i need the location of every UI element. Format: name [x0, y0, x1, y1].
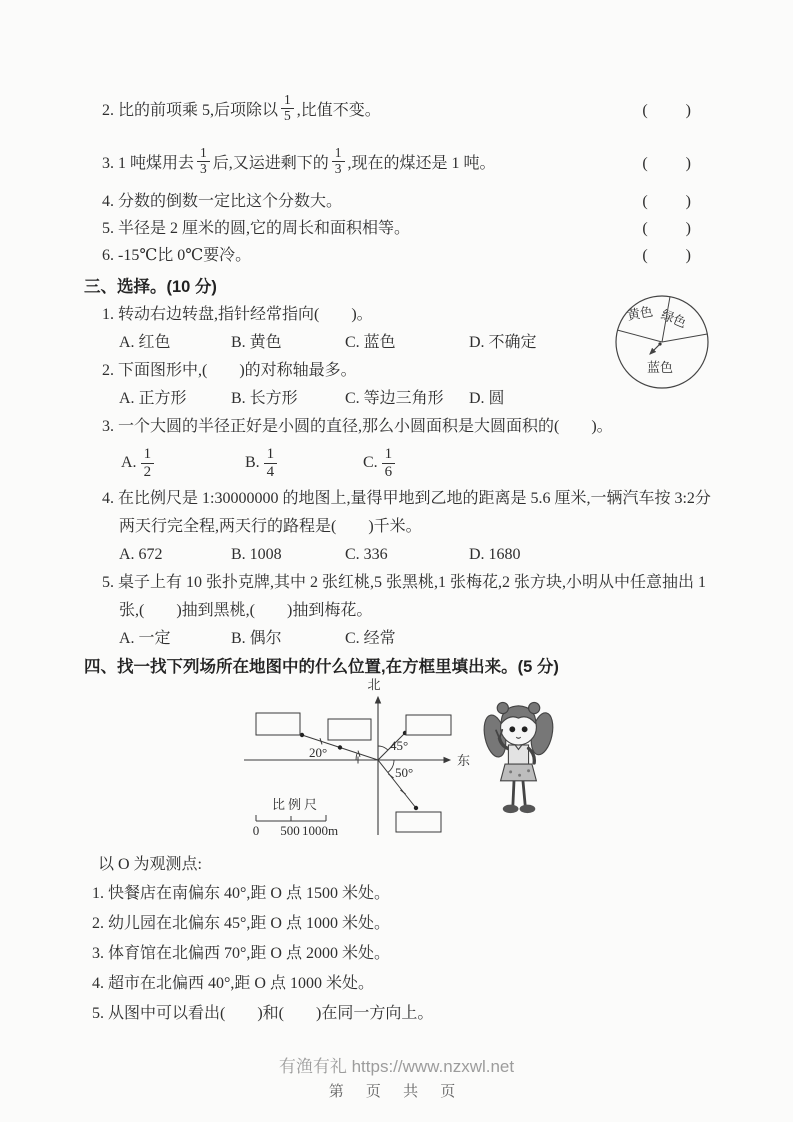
true-false-item	[102, 86, 693, 130]
answer-blank: ( )	[642, 154, 693, 172]
option-b: B. 长方形	[231, 390, 298, 407]
section-title-choice: 三、选择。(10 分)	[84, 278, 217, 296]
option-d: D. 不确定	[469, 334, 537, 351]
angle-label-se: 50°	[395, 765, 414, 780]
location-dot	[338, 745, 342, 749]
spinner-label-yellow: 黄色	[625, 303, 655, 323]
map-item: 4. 超市在北偏西 40°,距 O 点 1000 米处。	[92, 975, 374, 992]
option-c: C. 经常	[345, 630, 396, 647]
option-b: B. 偶尔	[231, 630, 282, 647]
question-3-options	[121, 441, 793, 485]
map-item: 1. 快餐店在南偏东 40°,距 O 点 1500 米处。	[92, 885, 390, 902]
question-4-line2: 两天行完全程,两天行的路程是( )千米。	[119, 518, 422, 535]
spinner-label-green: 绿色	[658, 306, 689, 331]
true-false-item	[102, 213, 693, 240]
question-2-text: 2. 下面图形中,( )的对称轴最多。	[102, 362, 357, 379]
option-c: C. 1 6	[363, 446, 398, 480]
footer-site-link: 有渔有礼 https://www.nzxwl.net	[278, 1057, 515, 1076]
north-label: 北	[367, 677, 381, 692]
direction-map-figure	[228, 675, 568, 847]
option-a: A. 1 2	[121, 446, 245, 480]
question-5-options	[119, 625, 793, 653]
distance-tick	[388, 774, 393, 778]
map-item: 2. 幼儿园在北偏东 45°,距 O 点 1000 米处。	[92, 915, 390, 932]
page-footer	[0, 1052, 793, 1101]
option-a: A. 正方形	[119, 390, 187, 407]
option-b: B. 黄色	[231, 334, 282, 351]
question-3-text: 3. 一个大圆的半径正好是小圆的直径,那么小圆面积是大圆面积的( )。	[102, 418, 613, 435]
option-a: A. 672	[119, 546, 163, 563]
option-b: B. 1 4	[245, 446, 363, 480]
scale-tick-0: 0	[252, 823, 260, 838]
location-box-supermarket	[328, 719, 371, 740]
option-c: C. 等边三角形	[345, 390, 444, 407]
map-intro: 以 O 为观测点:	[98, 856, 203, 873]
item-text: 5. 半径是 2 厘米的圆,它的周长和面积相等。	[102, 220, 411, 237]
item-text: 3. 1 吨煤用去	[102, 154, 195, 172]
map-item: 3. 体育馆在北偏西 70°,距 O 点 2000 米处。	[92, 945, 390, 962]
east-label: 东	[457, 753, 471, 768]
true-false-section	[0, 86, 793, 267]
item-text: ,现在的煤还是 1 吨。	[347, 154, 496, 172]
map-section	[0, 655, 793, 1029]
angle-arc-45	[378, 746, 388, 750]
answer-blank: ( )	[642, 101, 693, 119]
true-false-item	[102, 240, 693, 267]
option-a: A. 一定	[119, 630, 171, 647]
question-1-text: 1. 转动右边转盘,指针经常指向( )。	[102, 306, 373, 323]
distance-tick	[400, 790, 405, 794]
fraction: 1 3	[197, 146, 210, 177]
fraction: 1 3	[332, 146, 345, 177]
true-false-item	[102, 136, 693, 186]
option-c: C. 336	[345, 546, 388, 563]
option-b: B. 1008	[231, 546, 282, 563]
scale-tick-1000: 1000m	[302, 823, 339, 838]
girl-illustration	[481, 702, 557, 813]
option-d: D. 圆	[469, 390, 505, 407]
angle-arc-50	[388, 760, 394, 773]
item-text: ,比值不变。	[296, 101, 381, 119]
question-5-line1: 5. 桌子上有 10 张扑克牌,其中 2 张红桃,5 张黑桃,1 张梅花,2 张方块,小明从中任意抽出 1	[102, 574, 707, 591]
location-box-gym	[256, 713, 300, 735]
spinner-label-blue: 蓝色	[647, 360, 674, 375]
location-box-kindergarten	[406, 715, 451, 735]
item-text: 2. 比的前项乘 5,后项除以	[102, 101, 279, 119]
spinner-diagram	[612, 292, 712, 392]
question-4-options	[119, 541, 793, 569]
option-a: A. 红色	[119, 334, 171, 351]
fraction: 1 4	[264, 446, 278, 480]
answer-blank: ( )	[642, 247, 693, 264]
item-text: 4. 分数的倒数一定比这个分数大。	[102, 193, 343, 210]
location-box-fastfood	[396, 812, 441, 832]
answer-blank: ( )	[642, 220, 693, 237]
angle-label-nw: 20°	[309, 745, 328, 760]
item-text: 后,又运进剩下的	[212, 154, 329, 172]
direction-map	[228, 675, 793, 847]
footer-page-number: 第 页 共 页	[328, 1083, 465, 1100]
item-text: 6. -15℃比 0℃要冷。	[102, 247, 252, 264]
section-title-locate: 四、找一找下列场所在地图中的什么位置,在方框里填出来。(5 分)	[84, 658, 559, 676]
fraction: 1 2	[141, 446, 155, 480]
map-item: 5. 从图中可以看出( )和( )在同一方向上。	[92, 1005, 434, 1022]
true-false-item	[102, 186, 693, 213]
option-d: D. 1680	[469, 546, 521, 563]
angle-label-ne: 45°	[390, 738, 409, 753]
fraction: 1 6	[382, 446, 396, 480]
option-c: C. 蓝色	[345, 334, 396, 351]
answer-blank: ( )	[642, 193, 693, 210]
angle-arc-20	[356, 753, 357, 760]
scale-tick-500: 500	[280, 823, 300, 838]
location-dot	[414, 806, 418, 810]
fraction: 1 5	[281, 93, 294, 124]
question-4-line1: 4. 在比例尺是 1:30000000 的地图上,量得甲地到乙地的距离是 5.6 厘米,一辆汽车按 3:2分	[102, 490, 711, 507]
scale-label: 比例尺	[272, 797, 321, 812]
question-5-line2: 张,( )抽到黑桃,( )抽到梅花。	[119, 602, 373, 619]
